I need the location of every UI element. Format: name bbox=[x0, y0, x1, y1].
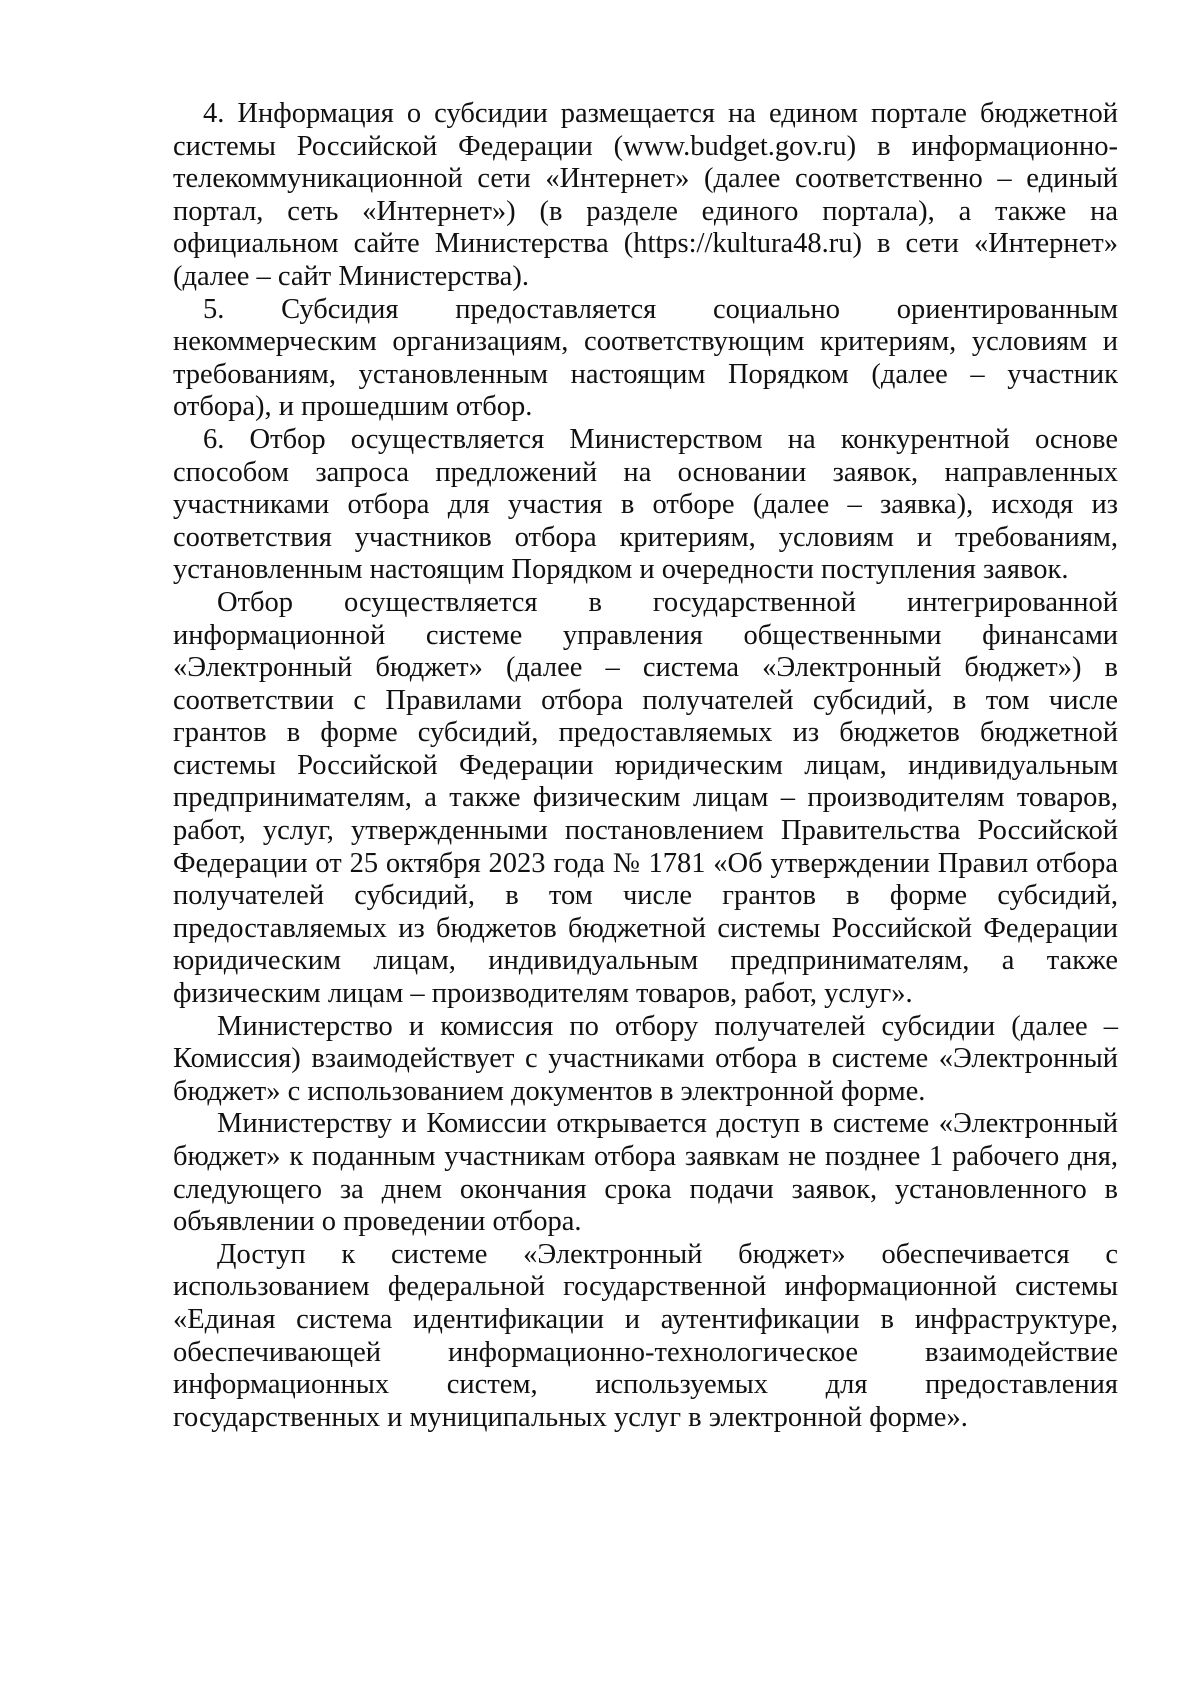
paragraph-commission-interaction: Министерство и комиссия по отбору получателей субсидии (далее – Комиссия) взаимодействует с участниками отбора в системе «Электронный бюджет» с использованием документов в электронной форме. bbox=[173, 1010, 1118, 1107]
document-body bbox=[173, 98, 1118, 1434]
paragraph-5-subsidy-recipients: 5. Субсидия предоставляется социально ориентированным некоммерческим организациям, соответствующим критериям, условиям и требованиям, установленным настоящим Порядком (далее – участник отбора), и прошедшим отбор. bbox=[173, 293, 1118, 423]
paragraph-access-to-applications: Министерству и Комиссии открывается доступ в системе «Электронный бюджет» к поданным участникам отбора заявкам не позднее 1 рабочего дня, следующего за днем окончания срока подачи заявок, установленного в объявлении о проведении отбора. bbox=[173, 1108, 1118, 1238]
paragraph-electronic-budget-system: Отбор осуществляется в государственной интегрированной информационной системе управления общественными финансами «Электронный бюджет» (далее – система «Электронный бюджет») в соответствии с Правилами отбора получателей субсидий, в том числе грантов в форме субсидий, предоставляемых из бюджетов бюджетной системы Российской Федерации юридическим лицам, индивидуальным предпринимателям, а также физическим лицам – производителям товаров, работ, услуг, утвержденными постановлением Правительства Российской Федерации от 25 октября 2023 года № 1781 «Об утверждении Правил отбора получателей субсидий, в том числе грантов в форме субсидий, предоставляемых из бюджетов бюджетной системы Российской Федерации юридическим лицам, индивидуальным предпринимателям, а также физическим лицам – производителям товаров, работ, услуг». bbox=[173, 586, 1118, 1010]
paragraph-esia-access: Доступ к системе «Электронный бюджет» обеспечивается с использованием федеральной государственной информационной системы «Единая система идентификации и аутентификации в инфраструктуре, обеспечивающей информационно-технологическое взаимодействие информационных систем, используемых для предоставления государственных и муниципальных услуг в электронной форме». bbox=[173, 1238, 1118, 1433]
paragraph-6-selection-method: 6. Отбор осуществляется Министерством на конкурентной основе способом запроса предложений на основании заявок, направленных участниками отбора для участия в отборе (далее – заявка), исходя из соответствия участников отбора критериям, условиям и требованиям, установленным настоящим Порядком и очередности поступления заявок. bbox=[173, 423, 1118, 586]
paragraph-4-subsidy-info-portal: 4. Информация о субсидии размещается на едином портале бюджетной системы Российской Федерации (www.budget.gov.ru) в информационно-телекоммуникационной сети «Интернет» (далее соответственно – единый портал, сеть «Интернет») (в разделе единого портала), а также на официальном сайте Министерства (https://kultura48.ru) в сети «Интернет» (далее – сайт Министерства). bbox=[173, 98, 1118, 292]
